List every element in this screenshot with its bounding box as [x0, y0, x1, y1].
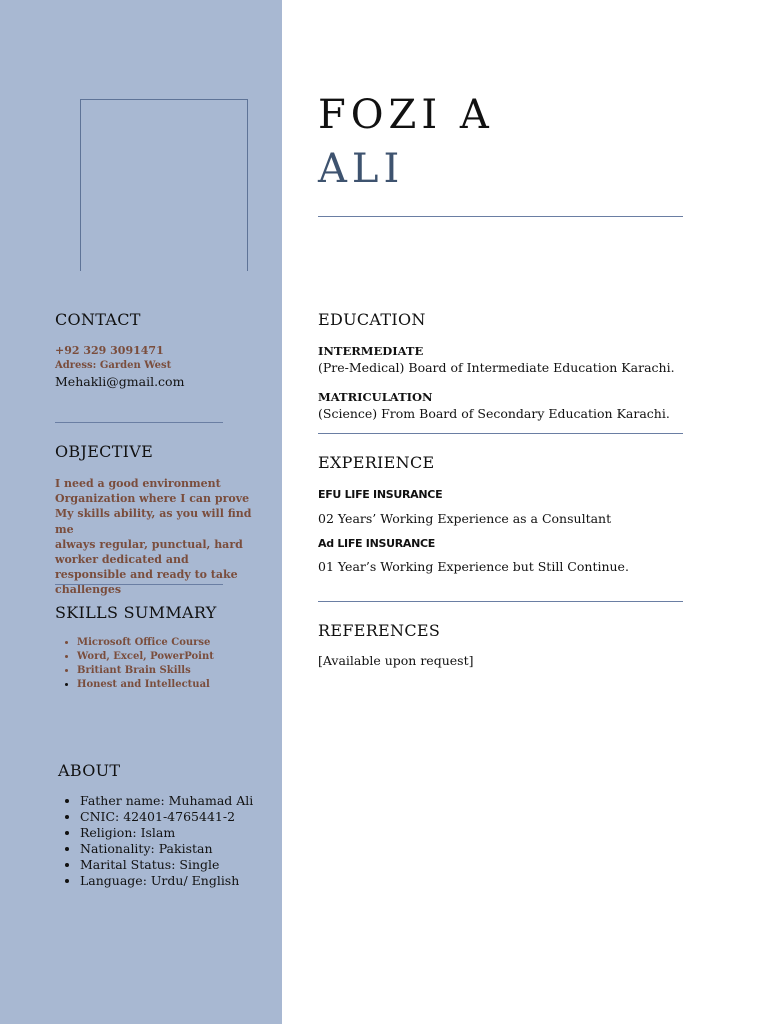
objective-text — [55, 476, 255, 598]
contact-address: Adress: Garden West — [55, 360, 172, 371]
education-desc: (Science) From Board of Secondary Education Karachi. — [318, 406, 670, 421]
education-heading: EDUCATION — [318, 310, 426, 329]
objective-line: challenges — [55, 583, 122, 597]
skills-list — [55, 636, 214, 692]
skills-heading: SKILLS SUMMARY — [55, 603, 217, 622]
about-item: • Language: Urdu/ English — [80, 873, 253, 889]
objective-line: responsible and ready to take — [55, 568, 238, 582]
name-first: FOZI A — [318, 92, 494, 138]
experience-desc: 02 Years’ Working Experience as a Consultant — [318, 511, 612, 526]
contact-divider — [55, 422, 223, 423]
education-title: MATRICULATION — [318, 390, 433, 404]
objective-line: Organization where I can prove — [55, 492, 250, 506]
education-title: INTERMEDIATE — [318, 344, 424, 358]
education-divider — [318, 433, 683, 434]
experience-divider — [318, 601, 683, 602]
objective-line: always regular, punctual, hard — [55, 537, 243, 551]
name-divider — [318, 216, 683, 217]
skill-item: • Microsoft Office Course — [77, 636, 214, 650]
references-text: [Available upon request] — [318, 653, 474, 668]
about-heading: ABOUT — [58, 761, 121, 780]
contact-phone: +92 329 3091471 — [55, 344, 164, 357]
about-item: • CNIC: 42401-4765441-2 — [80, 809, 253, 825]
skill-item: • Britiant Brain Skills — [77, 664, 214, 678]
skill-item: • Word, Excel, PowerPoint — [77, 650, 214, 664]
references-heading: REFERENCES — [318, 621, 441, 640]
about-item: • Nationality: Pakistan — [80, 841, 253, 857]
contact-heading: CONTACT — [55, 310, 141, 329]
skill-item: • Honest and Intellectual — [77, 678, 214, 692]
experience-company: EFU LIFE INSURANCE — [318, 488, 443, 501]
sidebar — [0, 0, 282, 1024]
contact-email: Mehakli@gmail.com — [55, 374, 185, 389]
objective-line: worker dedicated and — [55, 553, 189, 567]
about-item: • Father name: Muhamad Ali — [80, 793, 253, 809]
about-item: • Religion: Islam — [80, 825, 253, 841]
photo-placeholder — [80, 99, 248, 271]
name-last: ALI — [318, 146, 405, 192]
experience-company: Ad LIFE INSURANCE — [318, 537, 436, 550]
about-list — [58, 793, 253, 889]
objective-line: I need a good environment — [55, 477, 221, 490]
about-item: • Marital Status: Single — [80, 857, 253, 873]
objective-divider — [55, 584, 223, 585]
experience-desc: 01 Year’s Working Experience but Still Continue. — [318, 559, 629, 574]
objective-heading: OBJECTIVE — [55, 442, 154, 461]
objective-line: My skills ability, as you will find me — [55, 507, 252, 536]
education-desc: (Pre-Medical) Board of Intermediate Education Karachi. — [318, 360, 675, 375]
experience-heading: EXPERIENCE — [318, 453, 435, 472]
